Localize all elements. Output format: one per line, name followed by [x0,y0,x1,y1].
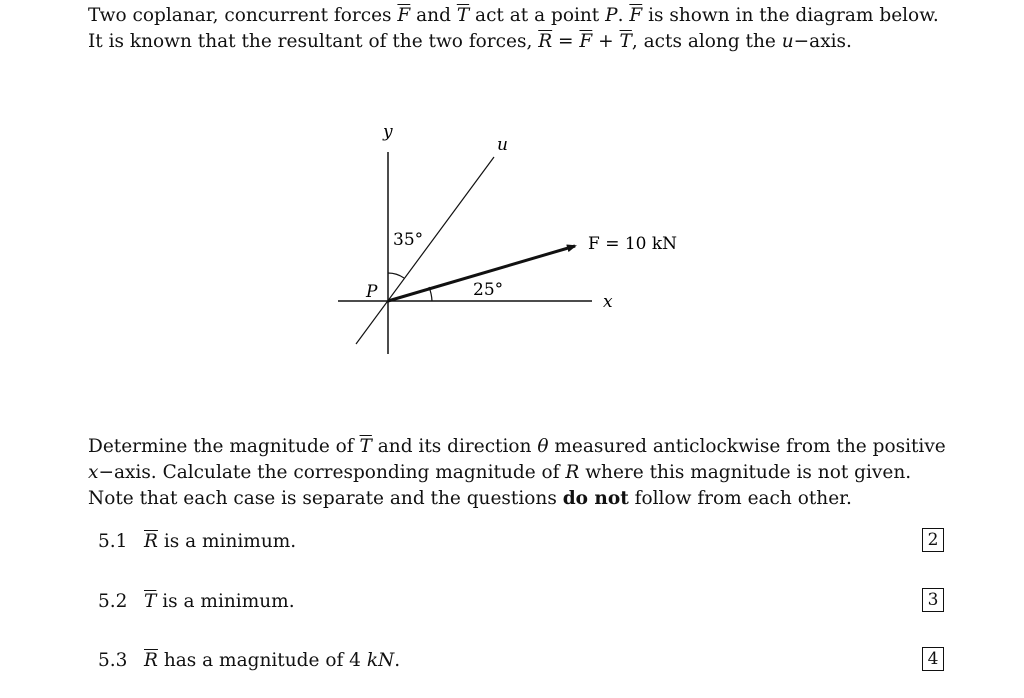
marks-box: 4 [922,647,944,671]
unit-symbol: kN [366,650,395,671]
intro-text: Two coplanar, concurrent forces [88,5,398,26]
intro-text: , acts along the [631,31,782,52]
instruction-text: follow from each other. [628,488,852,509]
resultant-r-symbol: $\overline{R}$ [144,531,158,552]
marks-box: 3 [922,588,944,612]
question-number: 5.1 [98,531,128,552]
x-axis-label: x [603,292,613,312]
instruction-emphasis: do not [562,488,629,509]
angle-arc-35 [388,273,404,278]
question-text: is a minimum. [156,591,295,612]
question-number: 5.2 [98,591,128,612]
instruction-text: −axis. Calculate the corresponding magnitude of [98,462,566,483]
intro-text: . [617,5,630,26]
resultant-r-symbol: $\overline{R}$ [144,650,158,671]
force-t-symbol: $\overline{T}$ [144,591,157,612]
question-text: has a magnitude of 4 [157,650,367,671]
instruction-paragraph [88,434,948,512]
u-axis-line [356,157,494,344]
intro-text: It is known that the resultant of the two forces, [88,31,539,52]
question-5-1 [98,528,944,556]
u-axis-symbol: u [781,31,794,52]
instruction-text: Determine the magnitude of [88,436,360,457]
r-symbol: R [565,462,580,483]
force-f-symbol: $\overline{F}$ [579,31,593,52]
point-p-label: P [366,282,378,302]
x-symbol: x [88,462,99,483]
force-t-symbol: $\overline{T}$ [456,5,470,26]
point-p-symbol: P [605,5,618,26]
intro-text: act at a point [469,5,606,26]
question-5-3 [98,647,944,675]
angle-25-label: 25° [473,280,504,300]
marks-box: 2 [922,528,944,552]
intro-text: and [410,5,457,26]
theta-symbol: θ [537,436,549,457]
intro-text: is shown in the diagram below. [642,5,939,26]
intro-text: −axis. [793,31,852,52]
question-text: is a minimum. [157,531,297,552]
instruction-text: and its direction [371,436,538,457]
instruction-text: measured anticlockwise from the positive [548,436,946,457]
force-f-label: F = 10 kN [588,234,678,254]
y-axis-label: y [383,122,393,142]
intro-text: + [592,31,620,52]
intro-text: = [552,31,580,52]
instruction-text: where this magnitude is not given. Note that each case is separate and the questions [88,462,912,509]
angle-35-label: 35° [393,230,424,250]
resultant-r-symbol: $\overline{R}$ [538,31,553,52]
force-t-symbol: $\overline{T}$ [359,436,372,457]
u-axis-label: u [497,135,508,155]
force-t-symbol: $\overline{T}$ [619,31,632,52]
question-number: 5.3 [98,650,128,671]
force-f-symbol: $\overline{F}$ [397,5,411,26]
question-text: . [394,650,401,671]
question-5-2 [98,588,944,616]
force-f-symbol: $\overline{F}$ [629,5,643,26]
